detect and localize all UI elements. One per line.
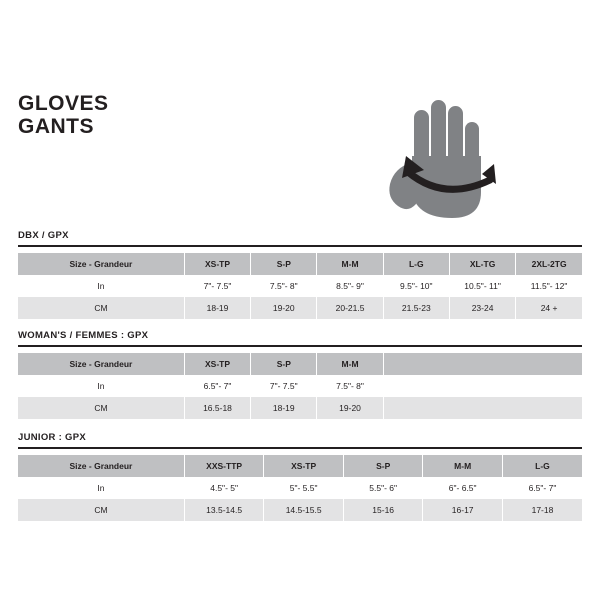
cell: 11.5"- 12" (516, 275, 582, 297)
cell: 13.5-14.5 (184, 499, 264, 521)
table-row (18, 397, 582, 419)
row-label: In (97, 483, 105, 493)
section-dbx-gpx (18, 230, 582, 319)
column-header: Size - Grandeur (69, 359, 133, 369)
cell: 5"- 5.5" (264, 477, 344, 499)
section-womans-gpx (18, 330, 582, 419)
table-row (18, 499, 582, 521)
cell: 4.5"- 5" (184, 477, 264, 499)
section-title: WOMAN'S / FEMMES : GPX (18, 330, 582, 347)
table-row (18, 275, 582, 297)
size-table-junior-gpx (18, 455, 582, 521)
section-junior-gpx (18, 432, 582, 521)
column-header: S-P (251, 253, 317, 275)
cell: 7"- 7.5" (251, 375, 317, 397)
cell: 21.5-23 (383, 297, 449, 319)
cell-empty (383, 397, 582, 419)
column-header: Size - Grandeur (69, 461, 133, 471)
section-title: JUNIOR : GPX (18, 432, 582, 449)
column-header-empty (383, 353, 582, 375)
table-row (18, 375, 582, 397)
column-header: M-M (423, 455, 503, 477)
cell: 6.5"- 7" (184, 375, 250, 397)
cell: 16.5-18 (184, 397, 250, 419)
column-header: L-G (383, 253, 449, 275)
cell: 24 + (516, 297, 582, 319)
row-label: CM (94, 403, 108, 413)
title-french: GANTS (18, 115, 94, 138)
row-label: In (97, 281, 105, 291)
hand-measure-icon (378, 84, 528, 234)
column-header: XS-TP (184, 253, 250, 275)
cell: 7.5"- 8" (317, 375, 383, 397)
column-header: Size - Grandeur (69, 259, 133, 269)
cell: 18-19 (251, 397, 317, 419)
title-english: GLOVES (18, 92, 109, 115)
cell-empty (383, 375, 582, 397)
cell: 5.5"- 6" (343, 477, 423, 499)
column-header: S-P (251, 353, 317, 375)
column-header: M-M (317, 253, 383, 275)
column-header: XXS-TTP (184, 455, 264, 477)
cell: 20-21.5 (317, 297, 383, 319)
cell: 17-18 (502, 499, 582, 521)
cell: 19-20 (317, 397, 383, 419)
cell: 6"- 6.5" (423, 477, 503, 499)
cell: 10.5"- 11" (449, 275, 515, 297)
table-row (18, 477, 582, 499)
column-header: XS-TP (264, 455, 344, 477)
table-header-row (18, 353, 582, 375)
cell: 7.5"- 8" (251, 275, 317, 297)
row-label: In (97, 381, 105, 391)
table-row (18, 297, 582, 319)
size-table-dbx-gpx (18, 253, 582, 319)
cell: 23-24 (449, 297, 515, 319)
table-header-row (18, 253, 582, 275)
column-header: L-G (502, 455, 582, 477)
column-header: M-M (317, 353, 383, 375)
column-header: S-P (343, 455, 423, 477)
cell: 8.5"- 9" (317, 275, 383, 297)
cell: 14.5-15.5 (264, 499, 344, 521)
column-header: XL-TG (449, 253, 515, 275)
section-title: DBX / GPX (18, 230, 582, 247)
row-label: CM (94, 303, 108, 313)
cell: 16-17 (423, 499, 503, 521)
page-title (18, 92, 109, 138)
column-header: XS-TP (184, 353, 250, 375)
cell: 7"- 7.5" (184, 275, 250, 297)
table-header-row (18, 455, 582, 477)
cell: 9.5"- 10" (383, 275, 449, 297)
column-header: 2XL-2TG (516, 253, 582, 275)
cell: 6.5"- 7" (502, 477, 582, 499)
cell: 19-20 (251, 297, 317, 319)
row-label: CM (94, 505, 108, 515)
size-table-womans-gpx (18, 353, 582, 419)
cell: 18-19 (184, 297, 250, 319)
cell: 15-16 (343, 499, 423, 521)
